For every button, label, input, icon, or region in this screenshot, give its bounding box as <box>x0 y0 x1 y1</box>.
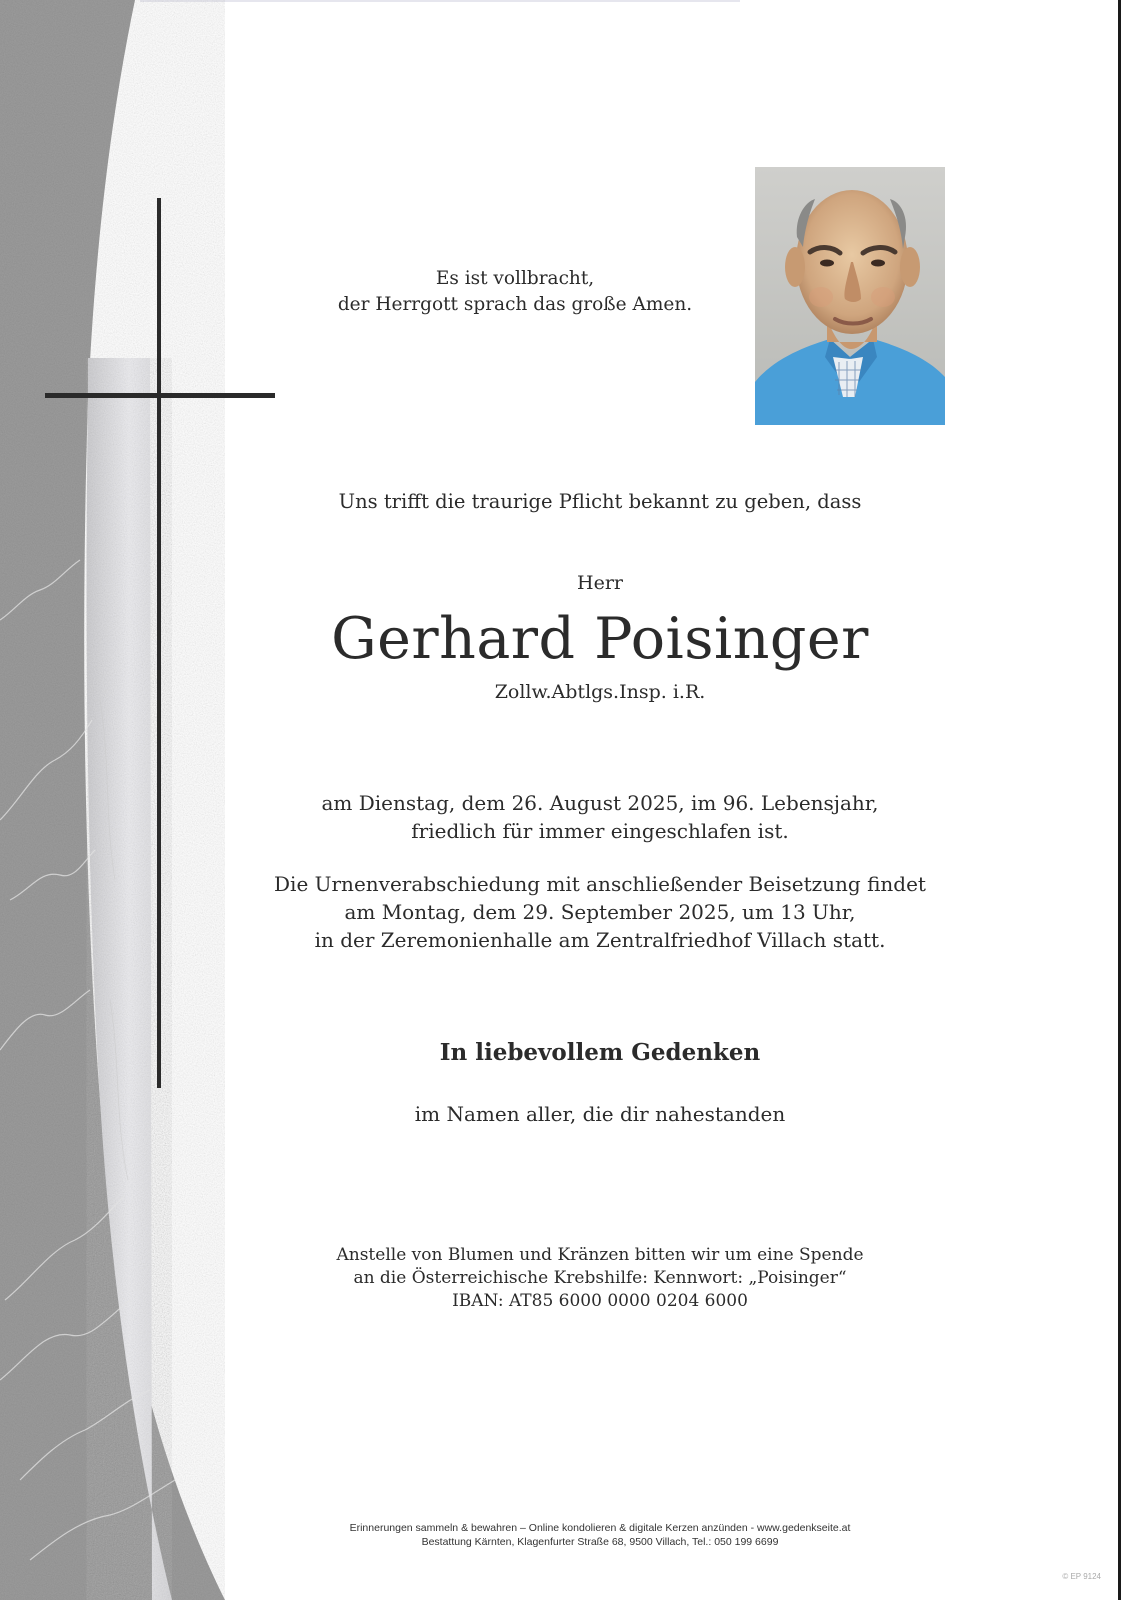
footer-line-1: Erinnerungen sammeln & bewahren – Online kondolieren & digitale Kerzen anzünden - www.gedenkseite.at <box>349 1522 851 1534</box>
death-notice-line-2: friedlich für immer eingeschlafen ist. <box>411 819 789 843</box>
death-notice <box>250 789 950 845</box>
memorial-heading: In liebevollem Gedenken <box>439 1039 761 1066</box>
funeral-line-3: in der Zeremonienhalle am Zentralfriedhof Villach statt. <box>314 928 886 952</box>
family-signature: im Namen aller, die dir nahestanden <box>414 1102 786 1126</box>
donation-request <box>250 1244 950 1313</box>
right-edge-line <box>1118 0 1121 1600</box>
deceased-name: Gerhard Poisinger <box>331 606 869 672</box>
donation-iban: IBAN: AT85 6000 0000 0204 6000 <box>452 1291 748 1311</box>
funeral-line-2: am Montag, dem 29. September 2025, um 13 Uhr, <box>344 900 856 924</box>
epitaph-line-1: Es ist vollbracht, <box>435 268 595 289</box>
portrait-photo <box>755 167 945 425</box>
epitaph-quote <box>310 266 720 318</box>
marble-border-decoration <box>0 0 230 1600</box>
funeral-line-1: Die Urnenverabschiedung mit anschließender Beisetzung findet <box>274 872 926 896</box>
announcement-intro: Uns trifft die traurige Pflicht bekannt zu geben, dass <box>338 490 862 513</box>
print-code: © EP 9124 <box>1062 1572 1101 1581</box>
cross-horizontal-bar <box>45 393 275 398</box>
funeral-home-footer <box>250 1521 950 1549</box>
funeral-details <box>250 870 950 954</box>
death-notice-line-1: am Dienstag, dem 26. August 2025, im 96. Lebensjahr, <box>321 791 879 815</box>
honorific: Herr <box>577 572 623 594</box>
deceased-title: Zollw.Abtlgs.Insp. i.R. <box>494 681 706 703</box>
cross-vertical-bar <box>157 198 161 1088</box>
epitaph-line-2: der Herrgott sprach das große Amen. <box>337 294 693 315</box>
donation-line-2: an die Österreichische Krebshilfe: Kennwort: „Poisinger“ <box>353 1268 847 1288</box>
footer-line-2: Bestattung Kärnten, Klagenfurter Straße 68, 9500 Villach, Tel.: 050 199 6699 <box>421 1536 779 1548</box>
top-edge-line <box>140 0 740 2</box>
donation-line-1: Anstelle von Blumen und Kränzen bitten wir um eine Spende <box>336 1245 864 1265</box>
